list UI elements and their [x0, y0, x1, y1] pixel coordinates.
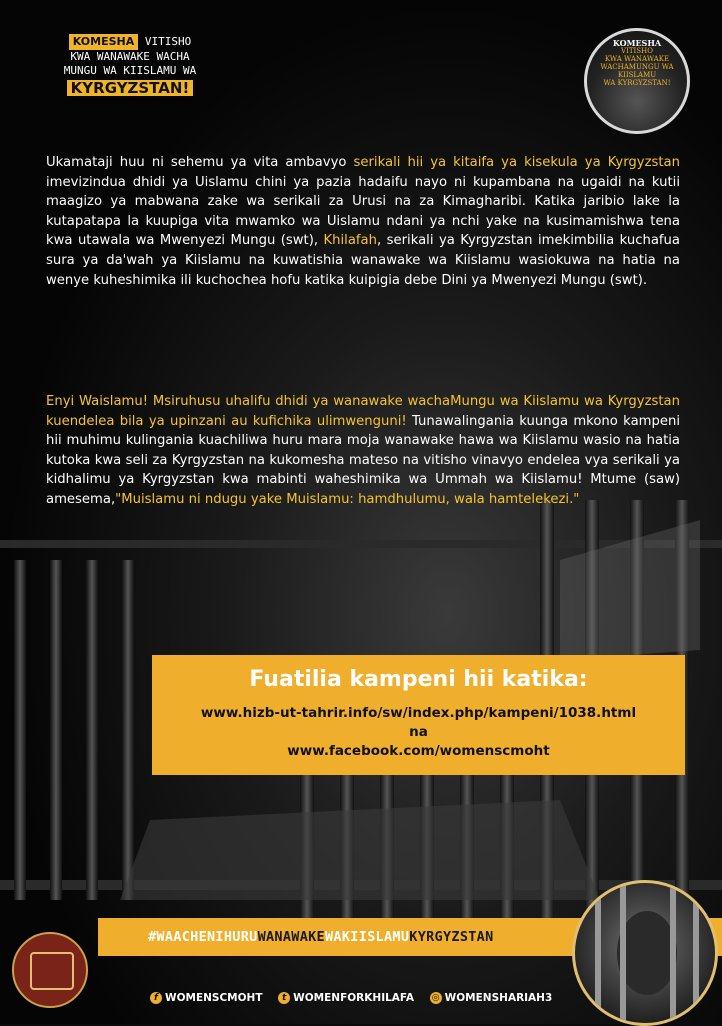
paragraph-1 [46, 153, 680, 290]
title-country: KYRGYZSTAN! [67, 80, 194, 96]
twitter-icon: t [278, 992, 290, 1004]
veiled-woman-image [572, 880, 718, 1026]
instagram-label: WOMENSHARIAH3 [444, 992, 553, 1004]
p2-highlight-a: Enyi Waislamu! Msiruhusu uhalifu dhidi ya wanawake wachaMungu wa Kiislamu wa Kyrgyzstan kuendelea bila ya upinzani au kufichika ulimwenguni! [46, 394, 680, 429]
facebook-handle[interactable] [150, 992, 263, 1004]
title-line2: KWA WANAWAKE WACHA [70, 50, 190, 63]
p1-text-a: Ukamataji huu ni sehemu ya vita ambavyo [46, 155, 354, 170]
social-footer [150, 992, 710, 1004]
organization-seal [12, 932, 88, 1008]
logo-line2: VITISHO [621, 47, 653, 55]
hashtag-part2: WANAWAKE [257, 929, 325, 945]
p1-highlight-b: Khilafah [323, 233, 377, 249]
instagram-handle[interactable] [430, 992, 553, 1004]
p1-text-b: imevizindua dhidi ya Uislamu chini ya pazia hadaifu nayo ni kupambana na ugaidi na kutii maagizo ya mabwana zake wa serikali za Urusi na za Kimagharibi. Katika jaribio lake la kutapatapa la kuupiga vita mwamko wa Uislamu ndani ya nchi yake na kusimamishwa tena kwa utawala wa Mwenyezi Mungu (swt), [46, 174, 680, 249]
hashtag-part3: WAKIISLAMU [324, 929, 410, 945]
panel-conjunction: na [409, 724, 428, 740]
logo-line4: WACHAMUNGU WA KIISLAMU [600, 63, 674, 79]
p2-quote: "Muislamu ni ndugu yake Muislamu: hamdhulumu, wala hamtelekezi." [115, 491, 580, 507]
title-line3: MUNGU WA KIISLAMU WA [63, 64, 197, 77]
seal-emblem-icon [30, 952, 74, 990]
follow-campaign-panel [152, 655, 685, 775]
facebook-label: WOMENSCMOHT [165, 992, 263, 1004]
campaign-logo [584, 28, 690, 134]
campaign-link[interactable]: www.hizb-ut-tahrir.info/sw/index.php/kampeni/1038.html [200, 705, 637, 721]
twitter-label: WOMENFORKHILAFA [293, 992, 415, 1004]
p1-text-c: , serikali ya Kyrgyzstan imekimbilia kuchafua sura ya da'wah ya Kiislamu na kuwatishia wanawake wa Kiislamu wasiokuwa na hatia na wenye kuheshimika ili kuchochea hofu katika kuipigia debe Dini ya Mwenyezi Mungu (swt). [46, 233, 680, 288]
panel-heading: Fuatilia kampeni hii katika: [249, 667, 588, 692]
title-highlight: KOMESHA [69, 34, 138, 50]
paragraph-2 [46, 392, 680, 510]
title-line1: VITISHO [144, 35, 192, 48]
logo-line5: WA KYRGYZSTAN! [603, 79, 671, 87]
hashtag-part1: #WAACHENIHURU [148, 929, 258, 945]
twitter-handle[interactable] [278, 992, 414, 1004]
campaign-title [30, 34, 230, 96]
p2-text-a: Tunawalingania kuunga mkono kampeni hii muhimu kulingania kuachiliwa huru mara moja wanawake hawa wa Kiislamu wasio na hatia kutoka kwa seli za Kyrgyzstan na kukomesha mateso na vitisho vinavyo endelea vya serikali ya kidhalimu ya Kyrgyzstan kwa mabinti waheshimika wa Ummah wa Kiislamu! Mtume (saw) amesema, [46, 413, 680, 507]
logo-line1: KOMESHA [612, 38, 662, 48]
hashtag-part4: KYRGYZSTAN [409, 929, 494, 945]
instagram-icon: ◎ [430, 992, 442, 1004]
facebook-icon: f [150, 992, 162, 1004]
facebook-link[interactable]: www.facebook.com/womenscmoht [287, 743, 550, 759]
logo-line3: KWA WANAWAKE [604, 55, 670, 63]
p1-highlight-a: serikali hii ya kitaifa ya kisekula ya Kyrgyzstan [353, 155, 680, 170]
campaign-hashtag[interactable] [148, 929, 494, 945]
